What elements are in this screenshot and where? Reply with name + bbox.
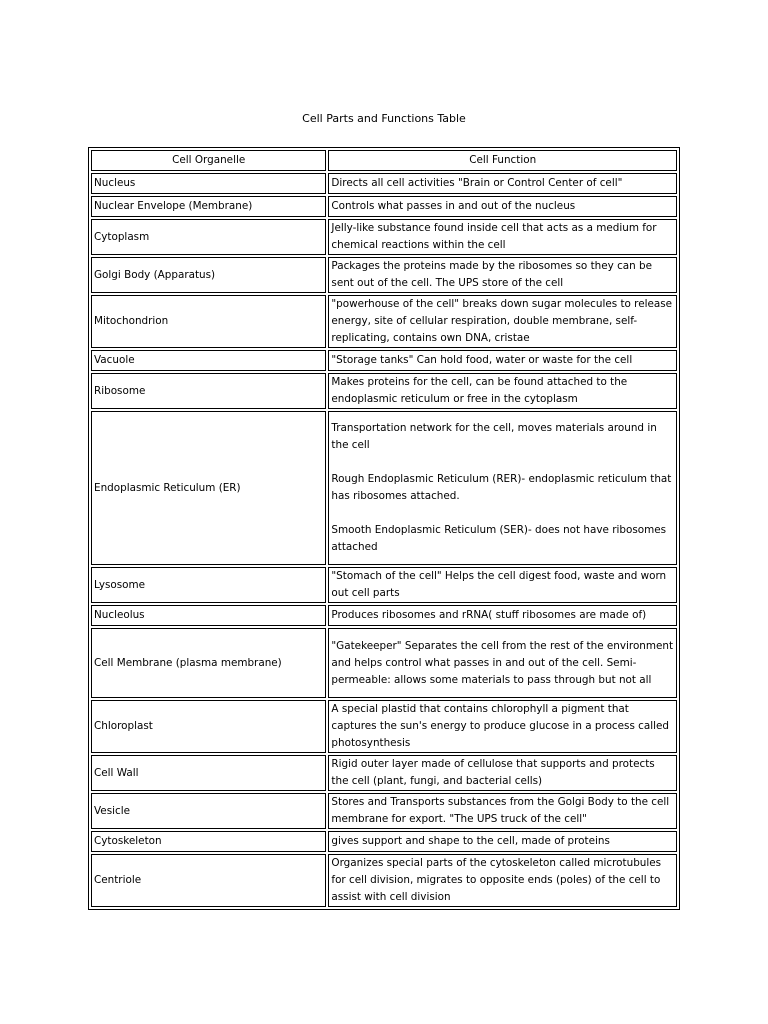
organelle-cell: Nucleolus — [91, 605, 326, 626]
function-cell: Controls what passes in and out of the nucleus — [328, 196, 677, 217]
function-cell: Transportation network for the cell, moves materials around in the cell Rough Endoplasmic Reticulum (RER)- endoplasmic reticulum that has ribosomes attached. Smooth Endoplasmic Reticulum (SER)- does not have ribosomes attached — [328, 411, 677, 565]
function-cell: "Stomach of the cell" Helps the cell digest food, waste and worn out cell parts — [328, 567, 677, 603]
table-row — [91, 173, 677, 194]
organelle-cell: Nuclear Envelope (Membrane) — [91, 196, 326, 217]
table-row — [91, 196, 677, 217]
header-cell-organelle: Cell Organelle — [91, 150, 326, 171]
organelle-cell: Cytoskeleton — [91, 831, 326, 852]
table-header-row — [91, 150, 677, 171]
function-cell: "Storage tanks" Can hold food, water or waste for the cell — [328, 350, 677, 371]
organelle-cell: Nucleus — [91, 173, 326, 194]
function-cell: Stores and Transports substances from the Golgi Body to the cell membrane for export. "The UPS truck of the cell" — [328, 793, 677, 829]
table-row — [91, 350, 677, 371]
function-cell: Rigid outer layer made of cellulose that supports and protects the cell (plant, fungi, and bacterial cells) — [328, 755, 677, 791]
function-cell: Produces ribosomes and rRNA( stuff ribosomes are made of) — [328, 605, 677, 626]
function-cell: Makes proteins for the cell, can be found attached to the endoplasmic reticulum or free in the cytoplasm — [328, 373, 677, 409]
organelle-cell: Golgi Body (Apparatus) — [91, 257, 326, 293]
function-cell: Packages the proteins made by the ribosomes so they can be sent out of the cell. The UPS store of the cell — [328, 257, 677, 293]
function-cell: A special plastid that contains chlorophyll a pigment that captures the sun's energy to produce glucose in a process called photosynthesis — [328, 700, 677, 753]
function-cell: "powerhouse of the cell" breaks down sugar molecules to release energy, site of cellular respiration, double membrane, self-replicating, contains own DNA, cristae — [328, 295, 677, 348]
function-cell: "Gatekeeper" Separates the cell from the rest of the environment and helps control what passes in and out of the cell. Semi-permeable: allows some materials to pass through but not all — [328, 628, 677, 698]
document-title: Cell Parts and Functions Table — [302, 112, 466, 125]
table-row — [91, 854, 677, 907]
organelle-cell: Vacuole — [91, 350, 326, 371]
organelle-cell: Ribosome — [91, 373, 326, 409]
function-cell: Jelly-like substance found inside cell that acts as a medium for chemical reactions within the cell — [328, 219, 677, 255]
cell-parts-table — [88, 147, 680, 910]
table-row — [91, 831, 677, 852]
table-row — [91, 605, 677, 626]
table-row — [91, 411, 677, 565]
function-cell: gives support and shape to the cell, made of proteins — [328, 831, 677, 852]
table-row — [91, 219, 677, 255]
function-cell: Directs all cell activities "Brain or Control Center of cell" — [328, 173, 677, 194]
header-cell-function: Cell Function — [328, 150, 677, 171]
organelle-cell: Cytoplasm — [91, 219, 326, 255]
organelle-cell: Mitochondrion — [91, 295, 326, 348]
organelle-cell: Centriole — [91, 854, 326, 907]
organelle-cell: Lysosome — [91, 567, 326, 603]
organelle-cell: Vesicle — [91, 793, 326, 829]
table-row — [91, 793, 677, 829]
table-row — [91, 567, 677, 603]
table-row — [91, 755, 677, 791]
organelle-cell: Cell Membrane (plasma membrane) — [91, 628, 326, 698]
table-row — [91, 373, 677, 409]
function-cell: Organizes special parts of the cytoskeleton called microtubules for cell division, migrates to opposite ends (poles) of the cell to assist with cell division — [328, 854, 677, 907]
table-body — [91, 173, 677, 907]
organelle-cell: Endoplasmic Reticulum (ER) — [91, 411, 326, 565]
table-row — [91, 700, 677, 753]
organelle-cell: Cell Wall — [91, 755, 326, 791]
organelle-cell: Chloroplast — [91, 700, 326, 753]
table-row — [91, 257, 677, 293]
table-row — [91, 295, 677, 348]
table-row — [91, 628, 677, 698]
